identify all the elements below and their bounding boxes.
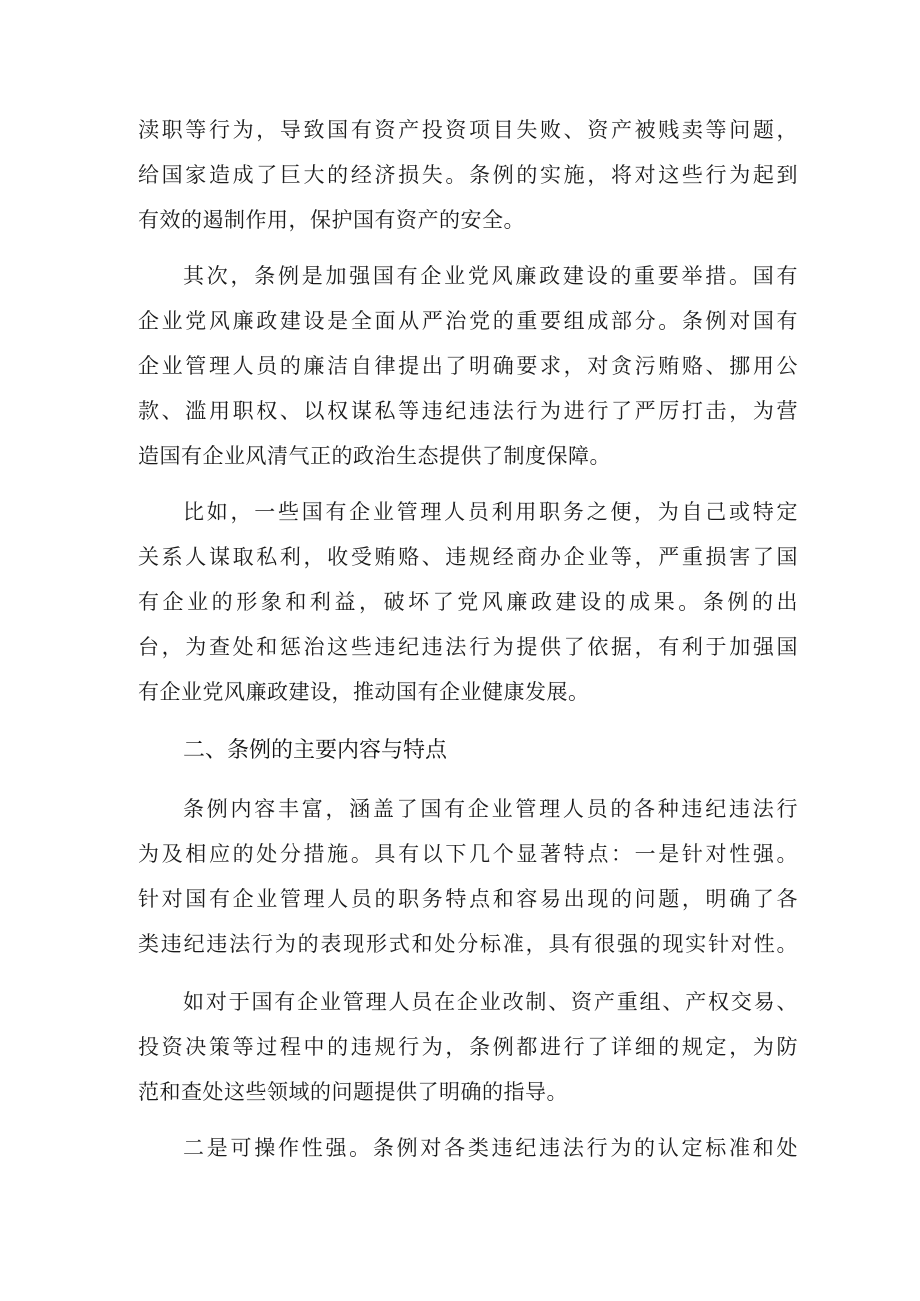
paragraph-line: 为及相应的处分措施。具有以下几个显著特点：一是针对性强。 [138,842,798,866]
paragraph-line: 给国家造成了巨大的经济损失。条例的实施，将对这些行为起到 [138,163,798,187]
paragraph-line: 类违纪违法行为的表现形式和处分标准，具有很强的现实针对性。 [138,932,798,956]
paragraph-line: 企业党风廉政建设是全面从严治党的重要组成部分。条例对国有 [138,309,798,333]
paragraph-line: 其次，条例是加强国有企业党风廉政建设的重要举措。国有 [183,264,798,288]
paragraph-line: 款、滥用职权、以权谋私等违纪违法行为进行了严厉打击，为营 [138,399,798,423]
section-heading: 二、条例的主要内容与特点 [183,738,448,763]
paragraph-line: 有效的遏制作用，保护国有资产的安全。 [138,208,525,232]
paragraph-line: 条例内容丰富，涵盖了国有企业管理人员的各种违纪违法行 [183,797,798,821]
paragraph-line: 比如，一些国有企业管理人员利用职务之便，为自己或特定 [183,500,798,524]
paragraph-line: 企业管理人员的廉洁自律提出了明确要求，对贪污贿赂、挪用公 [138,354,798,378]
paragraph-line: 投资决策等过程中的违规行为，条例都进行了详细的规定，为防 [138,1035,798,1059]
paragraph-line: 有企业党风廉政建设，推动国有企业健康发展。 [138,680,590,704]
paragraph-line: 针对国有企业管理人员的职务特点和容易出现的问题，明确了各 [138,887,798,911]
paragraph-line: 范和查处这些领域的问题提供了明确的指导。 [138,1080,568,1104]
paragraph-line: 有企业的形象和利益，破坏了党风廉政建设的成果。条例的出 [138,590,798,614]
paragraph-line: 造国有企业风清气正的政治生态提供了制度保障。 [138,444,611,468]
paragraph-line: 关系人谋取私利，收受贿赂、违规经商办企业等，严重损害了国 [138,545,798,569]
paragraph-line: 台，为查处和惩治这些违纪违法行为提供了依据，有利于加强国 [138,635,798,659]
paragraph-line: 二是可操作性强。条例对各类违纪违法行为的认定标准和处 [183,1136,798,1160]
paragraph-line: 渎职等行为，导致国有资产投资项目失败、资产被贱卖等问题， [138,118,798,142]
paragraph-line: 如对于国有企业管理人员在企业改制、资产重组、产权交易、 [183,990,798,1014]
